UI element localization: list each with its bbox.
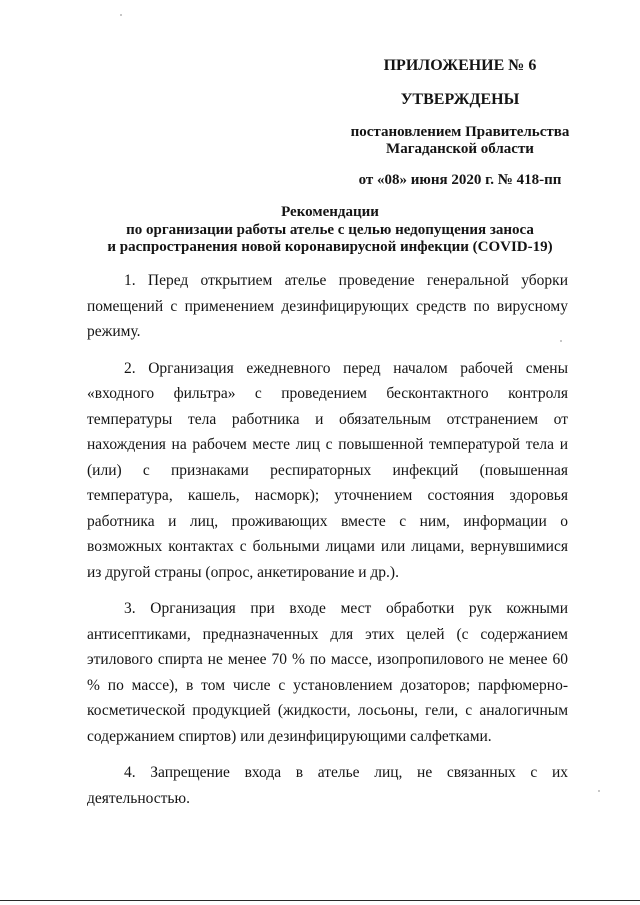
title-line-1: Рекомендации [281, 204, 379, 220]
title-line-3: и распространения новой коронавирусной инфекции (COVID-19) [107, 239, 553, 255]
appendix-number: ПРИЛОЖЕНИЕ № 6 [383, 57, 537, 74]
approved-label: УТВЕРЖДЕНЫ [400, 91, 520, 108]
scan-speck [598, 790, 600, 792]
paragraph-4: 4. Запрещение входа в ателье лиц, не связанных с их деятельностью. [87, 764, 568, 807]
scan-speck [560, 340, 562, 342]
document-body [87, 268, 568, 822]
decree-line-2: Магаданской области [386, 141, 534, 157]
page-bottom-edge [0, 900, 640, 901]
document-title [80, 204, 580, 257]
title-line-2: по организации работы ателье с целью недопущения заноса [126, 221, 534, 238]
decree-reference [330, 124, 590, 158]
decree-date: от «08» июня 2020 г. № 418-пп [358, 172, 562, 188]
approval-header [330, 56, 590, 189]
scan-speck [120, 14, 122, 16]
paragraph-2: 2. Организация ежедневного перед началом рабочей смены «входного фильтра» с проведением бесконтактного контроля температуры тела работника и обязательным отстранением от нахождения на рабочем месте лиц с повышенной температурой тела и (или) с признаками респираторных инфекций (повышенная температура, кашель, насморк); уточнением состояния здоровья работника и лиц, проживающих вместе с ним, информации о возможных контактах с больными лицами или лицами, вернувшимися из другой страны (опрос, анкетирование и др.). [87, 359, 568, 581]
paragraph-3: 3. Организация при входе мест обработки рук кожными антисептиками, предназначенных для этих целей (с содержанием этилового спирта не менее 70 % по массе, изопропилового не менее 60 % по массе), в том числе с установлением дозаторов; парфюмерно-косметической продукцией (жидкости, лосьоны, гели, с аналогичным содержанием спиртов) или дезинфицирующими салфетками. [87, 600, 568, 745]
paragraph-1: 1. Перед открытием ателье проведение генеральной уборки помещений с применением дезинфицирующих средств по вирусному режиму. [87, 272, 568, 340]
decree-line-1: постановлением Правительства [350, 124, 570, 140]
